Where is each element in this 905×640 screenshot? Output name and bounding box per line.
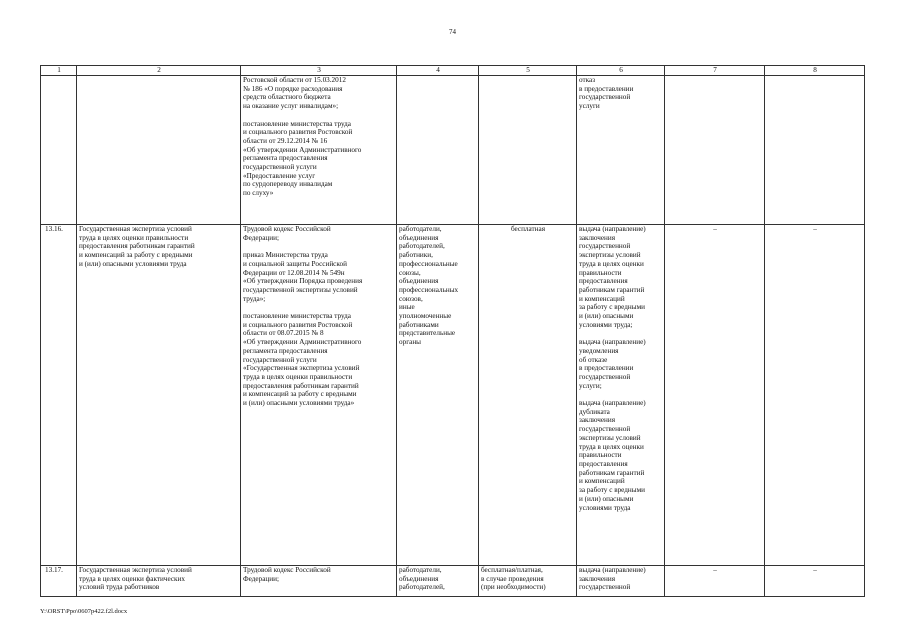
column-8-cell	[765, 76, 865, 225]
column-header-5: 5	[479, 66, 577, 76]
column-header-6: 6	[577, 66, 665, 76]
column-header-8: 8	[765, 66, 865, 76]
applicants-cell: работодатели, объединения работодателей, работники, профессиональные союзы, объединения профессиональных союзов, иные уполномоченные работниками представительные органы	[397, 225, 479, 566]
column-7-cell: –	[665, 225, 765, 566]
column-header-7: 7	[665, 66, 765, 76]
service-name-cell: Государственная экспертиза условий труда в целях оценки правильности предоставления работникам гарантий и компенсаций за работу с вредными и (или) опасными условиями труда	[77, 225, 241, 566]
column-7-cell: –	[665, 566, 765, 597]
legal-basis-cell: Ростовской области от 15.03.2012 № 186 «О порядке расходования средств областного бюджета на оказание услуг инвалидам»; постановление министерства труда и социального развития Ростовской области от 29.12.2014 № 16 «Об утверждении Административного регламента предоставления государственной услуги «Предоставление услуг по сурдопереводу инвалидам по слуху»	[241, 76, 397, 225]
table-row-13-16	[41, 225, 865, 566]
column-header-2: 2	[77, 66, 241, 76]
column-number-row	[41, 66, 865, 76]
result-cell: выдача (направление) заключения государственной	[577, 566, 665, 597]
row-number-cell: 13.16.	[41, 225, 77, 566]
applicants-cell	[397, 76, 479, 225]
payment-cell	[479, 76, 577, 225]
document-file-path: Y:\ORST\Ppo\0607p422.f2l.docx	[40, 608, 128, 615]
column-header-3: 3	[241, 66, 397, 76]
result-cell: отказ в предоставлении государственной услуги	[577, 76, 665, 225]
payment-cell: бесплатная/платная, в случае проведения (при необходимости)	[479, 566, 577, 597]
table-row-13-17	[41, 566, 865, 597]
row-number-cell: 13.17.	[41, 566, 77, 597]
applicants-cell: работодатели, объединения работодателей,	[397, 566, 479, 597]
table-row-continuation	[41, 76, 865, 225]
result-cell: выдача (направление) заключения государственной экспертизы условий труда в целях оценки правильности предоставления работникам гарантий и компенсаций за работу с вредными и (или) опасными условиями труда; выдача (направление) уведомления об отказе в предоставлении государственной услуги; выдача (направление) дубликата заключения государственной экспертизы условий труда в целях оценки правильности предоставления работникам гарантий и компенсаций за работу с вредными и (или) опасными условиями труда	[577, 225, 665, 566]
column-8-cell: –	[765, 225, 865, 566]
payment-cell: бесплатная	[479, 225, 577, 566]
services-table	[40, 65, 865, 597]
legal-basis-cell: Трудовой кодекс Российской Федерации; приказ Министерства труда и социальной защиты Российской Федерации от 12.08.2014 № 549н «Об утверждении Порядка проведения государственной экспертизы условий труда»; постановление министерства труда и социального развития Ростовской области от 08.07.2015 № 8 «Об утверждении Административного регламента предоставления государственной услуги «Государственная экспертиза условий труда в целях оценки правильности предоставления работникам гарантий и компенсаций за работу с вредными и (или) опасными условиями труда»	[241, 225, 397, 566]
row-number-cell	[41, 76, 77, 225]
column-7-cell	[665, 76, 765, 225]
page-number: 74	[449, 28, 456, 36]
service-name-cell	[77, 76, 241, 225]
legal-basis-cell: Трудовой кодекс Российской Федерации;	[241, 566, 397, 597]
column-header-1: 1	[41, 66, 77, 76]
column-header-4: 4	[397, 66, 479, 76]
column-8-cell: –	[765, 566, 865, 597]
service-name-cell: Государственная экспертиза условий труда в целях оценки фактических условий труда работников	[77, 566, 241, 597]
